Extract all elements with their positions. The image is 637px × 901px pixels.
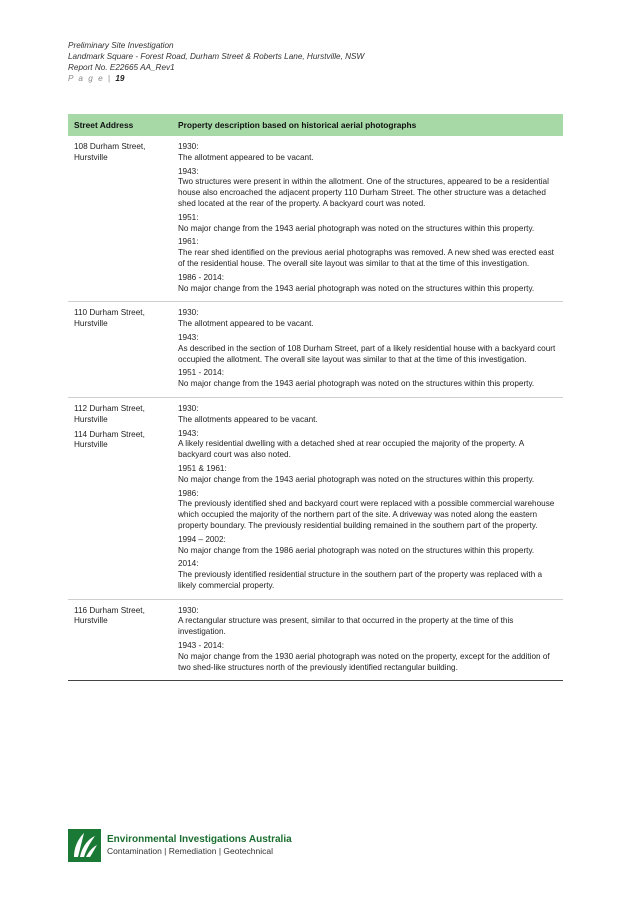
entry-year: 1951 - 2014: [178, 368, 224, 378]
page-label: P a g e | [68, 74, 112, 83]
entry-text: No major change from the 1986 aerial photograph was noted on the structures within this property. [178, 545, 535, 555]
history-entry [178, 237, 557, 269]
aerial-photo-table [68, 114, 563, 681]
site-name: Landmark Square - Forest Road, Durham Street & Roberts Lane, Hurstville, NSW [68, 52, 365, 61]
report-title: Preliminary Site Investigation [68, 41, 174, 50]
entry-text: Two structures were present in within the allotment. One of the structures, appeared to be a residential house also encroached the adjacent property 110 Durham Street. The other structure was a detached shed located at the rear of the property. A backyard court was noted. [178, 177, 549, 208]
footer [68, 829, 292, 862]
entry-text: The allotments appeared to be vacant. [178, 414, 318, 424]
entry-year: 1943: [178, 332, 199, 342]
history-entry [178, 213, 557, 235]
history-entry [178, 535, 557, 557]
table-body [68, 136, 563, 680]
entry-text: No major change from the 1943 aerial photograph was noted on the structures within this property. [178, 283, 535, 293]
entry-text: No major change from the 1943 aerial photograph was noted on the structures within this property. [178, 379, 535, 389]
page-number: 19 [115, 74, 125, 83]
entry-year: 1930: [178, 308, 199, 318]
table-row [68, 302, 563, 398]
entry-year: 1994 – 2002: [178, 534, 226, 544]
history-entry [178, 404, 557, 426]
entry-text: The previously identified residential structure in the southern part of the property was replaced with a likely commercial property. [178, 570, 543, 590]
entry-text: As described in the section of 108 Durham Street, part of a likely residential house with a backyard court occupied the allotment. The overall site layout was similar to that at the time of this investigation. [178, 343, 556, 364]
history-entry [178, 333, 557, 365]
entry-year: 1951 & 1961: [178, 463, 227, 473]
history-entry [178, 606, 557, 638]
history-entry [178, 167, 557, 210]
address-cell [68, 308, 178, 393]
entry-year: 1943: [178, 166, 199, 176]
leaf-icon [68, 829, 101, 862]
entry-text: A rectangular structure was present, similar to that occurred in the property at the time of this investigation. [178, 616, 514, 637]
table-row [68, 398, 563, 600]
history-entry [178, 559, 557, 591]
table-header [68, 114, 563, 136]
entry-year: 2014: [178, 559, 199, 569]
company-name: Environmental Investigations Australia [107, 834, 292, 845]
entry-year: 1986: [178, 488, 199, 498]
entry-text: No major change from the 1943 aerial photograph was noted on the structures within this property. [178, 474, 535, 484]
history-entry [178, 429, 557, 461]
column-header-description: Property description based on historical aerial photographs [178, 120, 417, 130]
description-cell [178, 308, 563, 393]
entry-year: 1986 - 2014: [178, 272, 224, 282]
entry-text: The allotment appeared to be vacant. [178, 152, 314, 162]
address-cell [68, 142, 178, 297]
address-cell [68, 404, 178, 595]
history-entry [178, 489, 557, 532]
entry-year: 1951: [178, 212, 199, 222]
page-header [68, 40, 364, 84]
column-header-address: Street Address [74, 120, 134, 130]
street-address: 116 Durham Street, Hurstville [74, 605, 145, 626]
description-cell [178, 142, 563, 297]
company-logo [68, 829, 101, 862]
history-entry [178, 308, 557, 330]
entry-text: The previously identified shed and backyard court were replaced with a possible commercial warehouse which occupied the majority of the northern part of the site. A driveway was noted along the eastern property boundary. The previously residential building remained in the southern part of the property. [178, 499, 555, 530]
page-indicator [68, 73, 364, 84]
entry-text: No major change from the 1930 aerial photograph was noted on the property, except for the addition of two shed-like structures north of the previously identified rectangular building. [178, 651, 550, 672]
entry-year: 1930: [178, 605, 199, 615]
entry-year: 1930: [178, 142, 199, 151]
history-entry [178, 464, 557, 486]
history-entry [178, 142, 557, 164]
street-address: 114 Durham Street, Hurstville [74, 429, 145, 450]
entry-year: 1930: [178, 403, 199, 413]
entry-year: 1961: [178, 237, 199, 247]
street-address: 112 Durham Street, Hurstville [74, 403, 145, 424]
history-entry [178, 641, 557, 673]
entry-text: The rear shed identified on the previous aerial photographs was removed. A new shed was erected east of the residential house. The overall site layout was similar to that at the time of this investigation. [178, 248, 554, 268]
report-number: Report No. E22665 AA_Rev1 [68, 63, 175, 72]
description-cell [178, 606, 563, 677]
history-entry [178, 368, 557, 390]
company-tagline: Contamination | Remediation | Geotechnical [107, 846, 274, 856]
street-address: 108 Durham Street, Hurstville [74, 142, 146, 162]
table-row [68, 600, 563, 681]
entry-text: A likely residential dwelling with a detached shed at rear occupied the majority of the property. A backyard court was also noted. [178, 439, 524, 460]
entry-text: The allotment appeared to be vacant. [178, 319, 314, 329]
street-address: 110 Durham Street, Hurstville [74, 308, 145, 329]
table-row [68, 136, 563, 302]
entry-year: 1943 - 2014: [178, 641, 224, 651]
address-cell [68, 606, 178, 677]
entry-year: 1943: [178, 428, 199, 438]
entry-text: No major change from the 1943 aerial photograph was noted on the structures within this property. [178, 223, 535, 233]
description-cell [178, 404, 563, 595]
history-entry [178, 273, 557, 295]
